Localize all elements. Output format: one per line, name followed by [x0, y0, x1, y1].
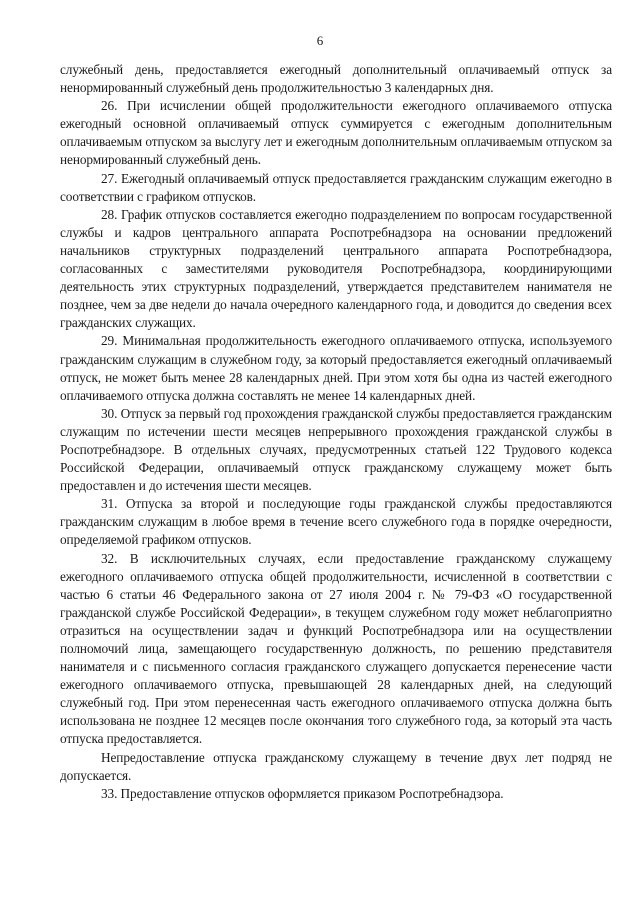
paragraph-33: 33. Предоставление отпусков оформляется приказом Роспотребнадзора. [101, 785, 504, 801]
page-number: 6 [316, 33, 324, 48]
paragraph-31: 31. Отпуска за второй и последующие годы гражданской службы предоставляются гражданским служащим в любое время в течение всего служебного года в порядке очередности, определяемой графиком отпусков. [60, 496, 612, 548]
paragraph-27: 27. Ежегодный оплачиваемый отпуск предоставляется гражданским служащим ежегодно в соответствии с графиком отпусков. [60, 170, 612, 204]
paragraph-continuation: служебный день, предоставляется ежегодный дополнительный оплачиваемый отпуск за ненормированный служебный день продолжительностью 3 календарных дня. [60, 62, 612, 96]
paragraph-29: 29. Минимальная продолжительность ежегодного оплачиваемого отпуска, используемого гражданским служащим в служебном году, за который предоставляется ежегодный оплачиваемый отпуск, не может быть менее 28 календарных дней. При этом хотя бы одна из частей ежегодного оплачиваемого отпуска должна составлять не менее 14 календарных дней. [60, 333, 612, 403]
paragraph-28: 28. График отпусков составляется ежегодно подразделением по вопросам государственной службы и кадров центрального аппарата Роспотребнадзора на основании предложений начальников структурных подразделений центрального аппарата Роспотребнадзора, согласованных с заместителями руководителя Роспотребнадзора, координирующими деятельность этих структурных подразделений, утверждается представителем нанимателя не позднее, чем за две недели до начала очередного календарного года, и доводится до сведения всех гражданских служащих. [60, 206, 612, 331]
paragraph-32: 32. В исключительных случаях, если предоставление гражданскому служащему ежегодного оплачиваемого отпуска общей продолжительности, исчисленной в соответствии с частью 6 статьи 46 Федерального закона от 27 июля 2004 г. № 79-ФЗ «О государственной гражданской службе Российской Федерации», в текущем служебном году может неблагоприятно отразиться на осуществлении задач и функций Роспотребнадзора или на осуществлении полномочий лица, замещающего государственную должность, по решению представителя нанимателя и с письменного согласия гражданского служащего допускается перенесение части ежегодного оплачиваемого отпуска, превышающей 28 календарных дней, на следующий служебный год. При этом перенесенная часть ежегодного оплачиваемого отпуска должна быть использована не позднее 12 месяцев после окончания того служебного года, за который эта часть отпуска предоставляется. [60, 550, 612, 747]
paragraph-32-continuation: Непредоставление отпуска гражданскому служащему в течение двух лет подряд не допускается. [60, 749, 612, 783]
document-body [60, 61, 612, 803]
paragraph-26: 26. При исчислении общей продолжительности ежегодного оплачиваемого отпуска ежегодный основной оплачиваемый отпуск суммируется с ежегодным дополнительным оплачиваемым отпуском за выслугу лет и ежегодным дополнительным оплачиваемым отпуском за ненормированный служебный день. [60, 98, 612, 168]
paragraph-30: 30. Отпуск за первый год прохождения гражданской службы предоставляется гражданским служащим по истечении шести месяцев непрерывного прохождения гражданской службы в Роспотребнадзоре. В отдельных случаях, предусмотренных статьей 122 Трудового кодекса Российской Федерации, оплачиваемый отпуск гражданскому служащему может быть предоставлен и до истечения шести месяцев. [60, 405, 612, 494]
